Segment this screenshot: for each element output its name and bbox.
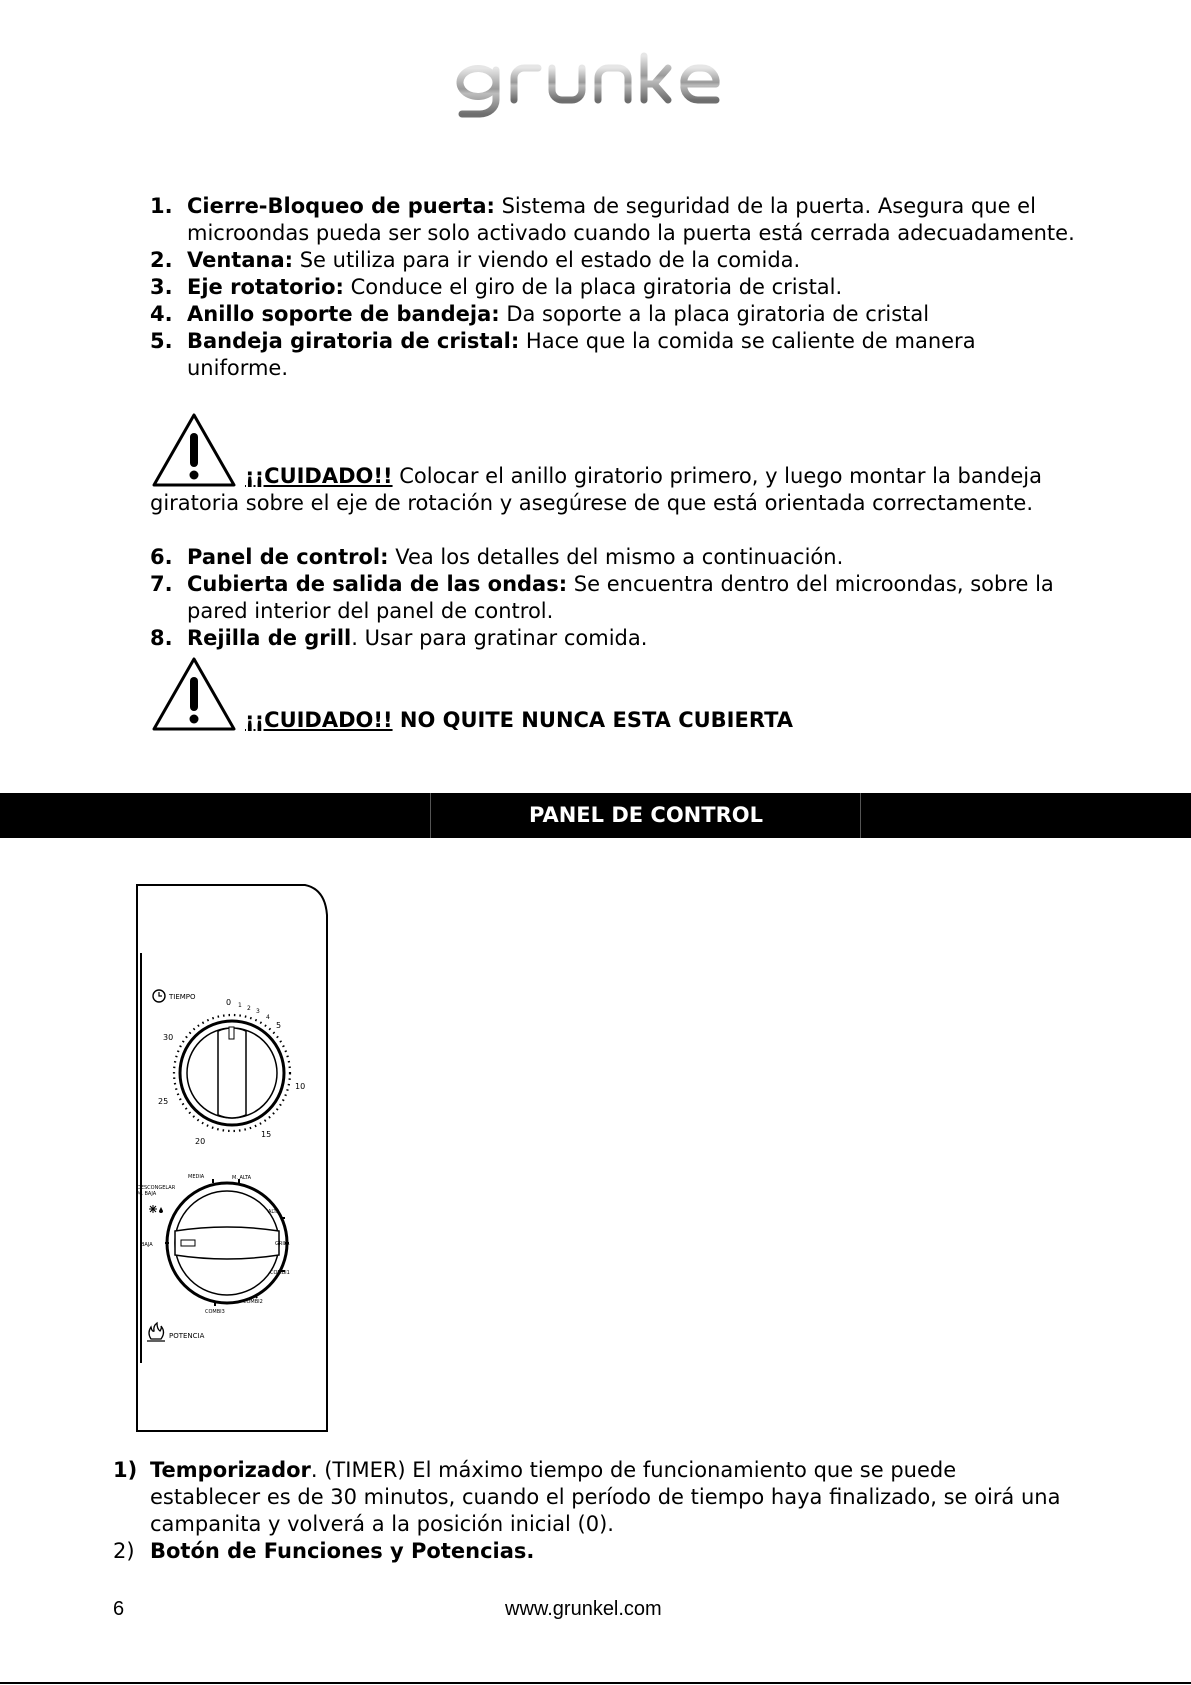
tick-label: DESCONGELAR bbox=[137, 1185, 176, 1191]
tick-label: 4 bbox=[266, 1014, 270, 1021]
control-panel-illustration bbox=[135, 883, 330, 1436]
tick-label: 1 bbox=[238, 1002, 242, 1009]
components-list bbox=[150, 193, 1080, 382]
caution-label: ¡¡CUIDADO!! bbox=[245, 464, 393, 488]
section-banner bbox=[0, 793, 1191, 838]
controls-list bbox=[113, 1457, 1063, 1565]
list-item: 1. Cierre-Bloqueo de puerta: Sistema de seguridad de la puerta. Asegura que el microondas pueda ser solo activado cuando la puerta está cerrada adecuadamente. bbox=[150, 194, 1075, 245]
list-item: 5. Bandeja giratoria de cristal: Hace que la comida se caliente de manera uniforme. bbox=[150, 329, 976, 380]
components-list-2 bbox=[150, 544, 1080, 652]
tick-label: COMBI3 bbox=[205, 1309, 225, 1315]
list-item: 8. Rejilla de grill. Usar para gratinar comida. bbox=[150, 626, 648, 650]
tick-label: COMBI1 bbox=[270, 1270, 290, 1276]
list-item: 2) Botón de Funciones y Potencias. bbox=[113, 1539, 535, 1563]
caution-label: ¡¡CUIDADO!! bbox=[245, 708, 393, 732]
tick-label: ALTA bbox=[268, 1209, 280, 1215]
tick-label: 2 bbox=[247, 1005, 251, 1012]
caution-text: Colocar el anillo giratorio primero, y luego montar la bandeja giratoria sobre el eje de rotación y asegúrese de que está orientada correctamente. bbox=[150, 464, 1042, 515]
tick-label: 20 bbox=[195, 1137, 206, 1146]
list-item: 6. Panel de control: Vea los detalles del mismo a continuación. bbox=[150, 545, 844, 569]
tick-label: BAJA bbox=[141, 1242, 153, 1248]
caution-note bbox=[150, 463, 1080, 517]
tick-label: 3 bbox=[256, 1008, 260, 1015]
page-number: 6 bbox=[113, 1598, 125, 1620]
tick-label: COMBI2 bbox=[243, 1299, 263, 1305]
list-item: 2. Ventana: Se utiliza para ir viendo el estado de la comida. bbox=[150, 248, 801, 272]
section-title: PANEL DE CONTROL bbox=[529, 803, 763, 827]
tick-label: 25 bbox=[158, 1097, 169, 1106]
tick-label: 15 bbox=[261, 1130, 272, 1139]
tick-label: 30 bbox=[163, 1033, 174, 1042]
tick-label: M. BAJA bbox=[137, 1191, 157, 1197]
list-item: 1) Temporizador. (TIMER) El máximo tiempo de funcionamiento que se puede establecer es de 30 minutos, cuando el período de tiempo haya finalizado, se oirá una campanita y volverá a la posición inicial (0). bbox=[113, 1458, 1061, 1536]
warning-triangle-icon bbox=[150, 655, 238, 733]
tick-label: 5 bbox=[276, 1021, 282, 1030]
caution-note-2 bbox=[245, 707, 1045, 734]
list-item: 4. Anillo soporte de bandeja: Da soporte a la placa giratoria de cristal bbox=[150, 302, 930, 326]
footer-url[interactable]: www.grunkel.com bbox=[505, 1598, 662, 1620]
tick-label: 10 bbox=[295, 1082, 306, 1091]
bottom-rule bbox=[0, 1682, 1191, 1684]
list-item: 3. Eje rotatorio: Conduce el giro de la placa giratoria de cristal. bbox=[150, 275, 843, 299]
list-item: 7. Cubierta de salida de las ondas: Se encuentra dentro del microondas, sobre la pared interior del panel de control. bbox=[150, 572, 1054, 623]
tick-label: M. ALTA bbox=[232, 1175, 252, 1181]
power-label: POTENCIA bbox=[169, 1332, 205, 1340]
tick-label: 0 bbox=[226, 998, 232, 1007]
warning-triangle-icon bbox=[150, 411, 238, 489]
grunkel-logo bbox=[452, 52, 742, 124]
timer-label: TIEMPO bbox=[169, 993, 196, 1001]
tick-label: MEDIA bbox=[188, 1174, 205, 1180]
tick-label: GRILL bbox=[275, 1241, 290, 1247]
caution-text: NO QUITE NUNCA ESTA CUBIERTA bbox=[392, 708, 794, 732]
